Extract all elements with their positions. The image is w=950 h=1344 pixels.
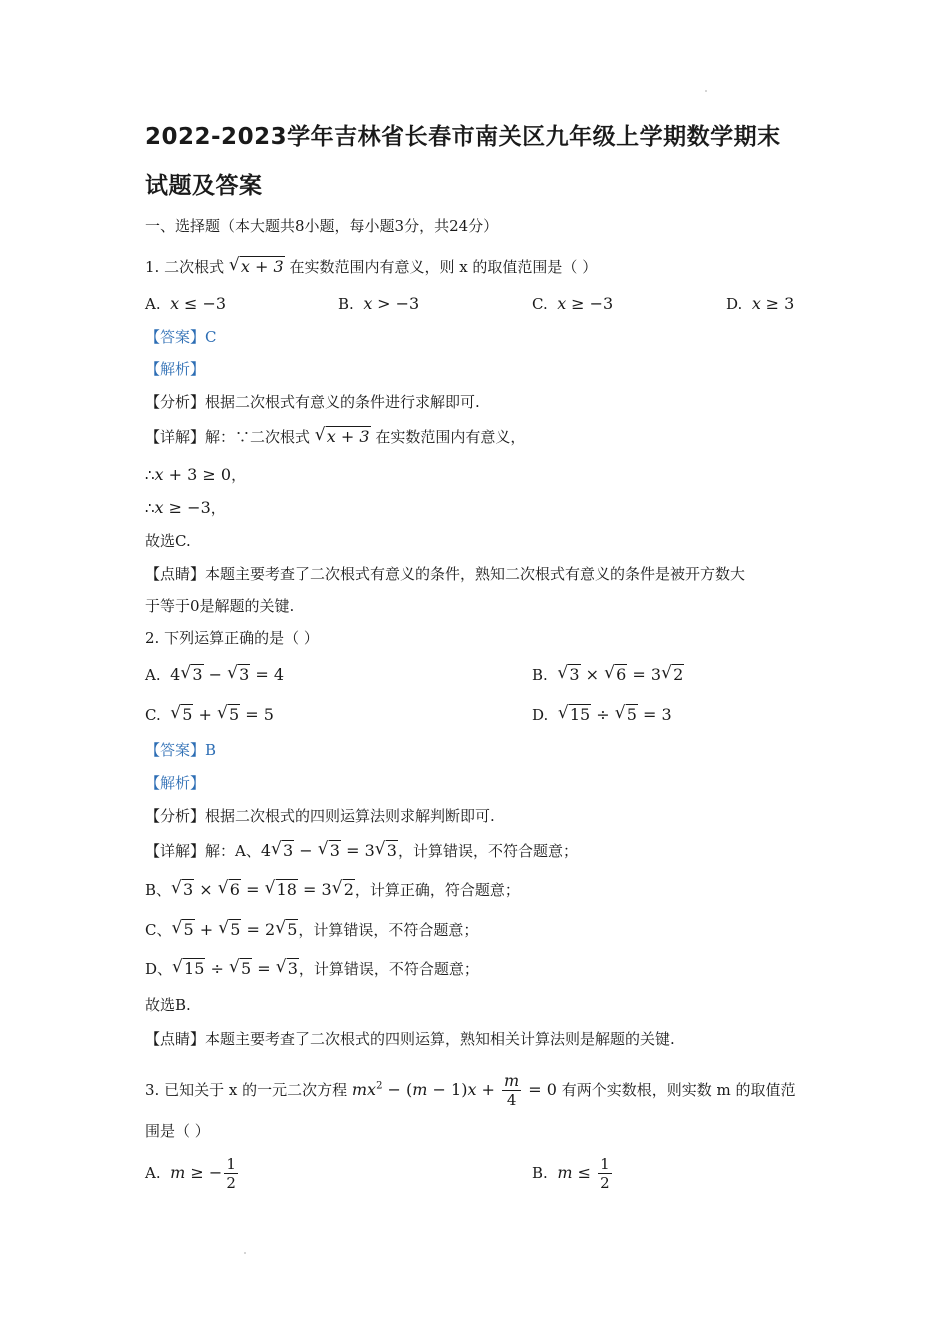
q2-dianjing: 【点睛】本题主要考查了二次根式的四则运算，熟知相关计算法则是解题的关键. [145, 1030, 675, 1048]
q1-sqrt-expression: √ x + 3 [229, 257, 285, 277]
q2-label-d: D、 [145, 960, 173, 978]
q1-step-2: ∴x ≥ −3， [145, 498, 226, 517]
q1-option-b-label: B. [338, 295, 354, 313]
q2-xiangjie-a: 【详解】解：A、4√ 3 − √ 3 = 3√ 3，计算错误，不符合题意； [145, 841, 578, 861]
q2-option-b: B. √ 3 × √ 6 = 3√ 2 [532, 665, 684, 685]
q3-stem-cont: 围是（ ） [145, 1122, 210, 1140]
scan-speck [244, 1252, 246, 1254]
q2-option-c: C. √ 5 + √ 5 = 5 [145, 705, 274, 725]
q1-xiangjie-post: 在实数范围内有意义， [375, 428, 526, 446]
q2-xiangjie-d: D、√ 15 ÷ √ 5 = √ 3，计算错误，不符合题意； [145, 959, 479, 979]
q2-option-a-label: A. [145, 666, 161, 684]
q2-answer: 【答案】B [145, 741, 217, 759]
q1-option-b: B. x > −3 [338, 294, 420, 313]
q2-xiangjie-a-label: 【详解】解：A、 [145, 842, 261, 860]
q1-answer [145, 327, 216, 347]
q1-dianjing-2: 于等于0是解题的关键. [145, 597, 295, 615]
q1-answer-text: 【答案】C [145, 328, 217, 346]
q3-option-a-label: A. [145, 1164, 161, 1182]
q1-option-c-label: C. [532, 295, 548, 313]
q3-stem-pre: 3. 已知关于 x 的一元二次方程 [145, 1081, 348, 1099]
q1-stem-post: 在实数范围内有意义，则 x 的取值范围是（ ） [289, 258, 598, 276]
q2-option-d-label: D. [532, 706, 549, 724]
q2-comment-b: ，计算正确，符合题意； [354, 881, 520, 899]
q1-jiexi: 【解析】 [145, 360, 206, 378]
q2-choose: 故选B. [145, 996, 191, 1014]
q1-therefore-1: ∴ [145, 466, 155, 484]
q1-therefore-2: ∴ [145, 499, 155, 517]
q2-option-c-label: C. [145, 706, 161, 724]
q3-option-b-label: B. [532, 1164, 548, 1182]
q1-stem [145, 257, 597, 277]
q1-option-c: C. x ≥ −3 [532, 294, 614, 313]
q1-xiangjie-sqrt: √ x + 3 [315, 427, 371, 447]
q2-option-a: A. 4√ 3 − √ 3 = 4 [145, 665, 284, 685]
q2-label-b: B、 [145, 881, 172, 899]
section-heading: 一、选择题（本大题共8小题，每小题3分，共24分） [145, 217, 499, 235]
q3-stem: 3. 已知关于 x 的一元二次方程 $mx^2 - (m - 1)x$ + $\frac{m}{4}$ = 0 有两个实数根，则实数 m 的取值范 [145, 1071, 796, 1109]
q2-jiexi: 【解析】 [145, 774, 206, 792]
q1-dianjing-1: 【点睛】本题主要考查了二次根式有意义的条件，熟知二次根式有意义的条件是被开方数大 [145, 565, 746, 583]
q2-stem: 2. 下列运算正确的是（ ） [145, 629, 319, 647]
q2-fenxi: 【分析】根据二次根式的四则运算法则求解判断即可. [145, 807, 495, 825]
q1-xiangjie-pre: 【详解】解：∵二次根式 [145, 428, 311, 446]
q2-comment-d: ，计算错误，不符合题意； [298, 960, 479, 978]
q1-option-a-label: A. [145, 295, 161, 313]
q3-option-b: B. m ≤ $\frac{1}{2}$ [532, 1155, 610, 1192]
q2-comment-c: ，计算错误，不符合题意； [298, 921, 479, 939]
q1-option-a: A. x ≤ −3 [145, 294, 227, 313]
q1-option-d: D. x ≥ 3 [726, 294, 795, 313]
q2-comment-a: ，计算错误，不符合题意； [397, 842, 578, 860]
q2-label-c: C、 [145, 921, 172, 939]
q2-xiangjie-c: C、√ 5 + √ 5 = 2√ 5，计算错误，不符合题意； [145, 920, 478, 940]
q1-step-1: ∴x + 3 ≥ 0， [145, 465, 247, 484]
q1-choose: 故选C. [145, 532, 191, 550]
q2-option-b-label: B. [532, 666, 548, 684]
document-title-line-2: 试题及答案 [145, 173, 263, 199]
q3-stem-post: 有两个实数根，则实数 m 的取值范 [561, 1081, 796, 1099]
scan-speck [705, 90, 707, 92]
q1-stem-pre: 1. 二次根式 [145, 258, 225, 276]
q1-fenxi: 【分析】根据二次根式有意义的条件进行求解即可. [145, 393, 480, 411]
q1-xiangjie [145, 427, 525, 447]
q1-option-d-label: D. [726, 295, 743, 313]
document-title-line-1: 2022-2023学年吉林省长春市南关区九年级上学期数学期末 [145, 124, 781, 150]
q3-option-a: A. m ≥ − $\frac{1}{2}$ [145, 1155, 236, 1192]
q2-option-d: D. √ 15 ÷ √ 5 = 3 [532, 705, 672, 725]
q2-xiangjie-b: B、√ 3 × √ 6 = √ 18 = 3√ 2，计算正确，符合题意； [145, 880, 520, 900]
